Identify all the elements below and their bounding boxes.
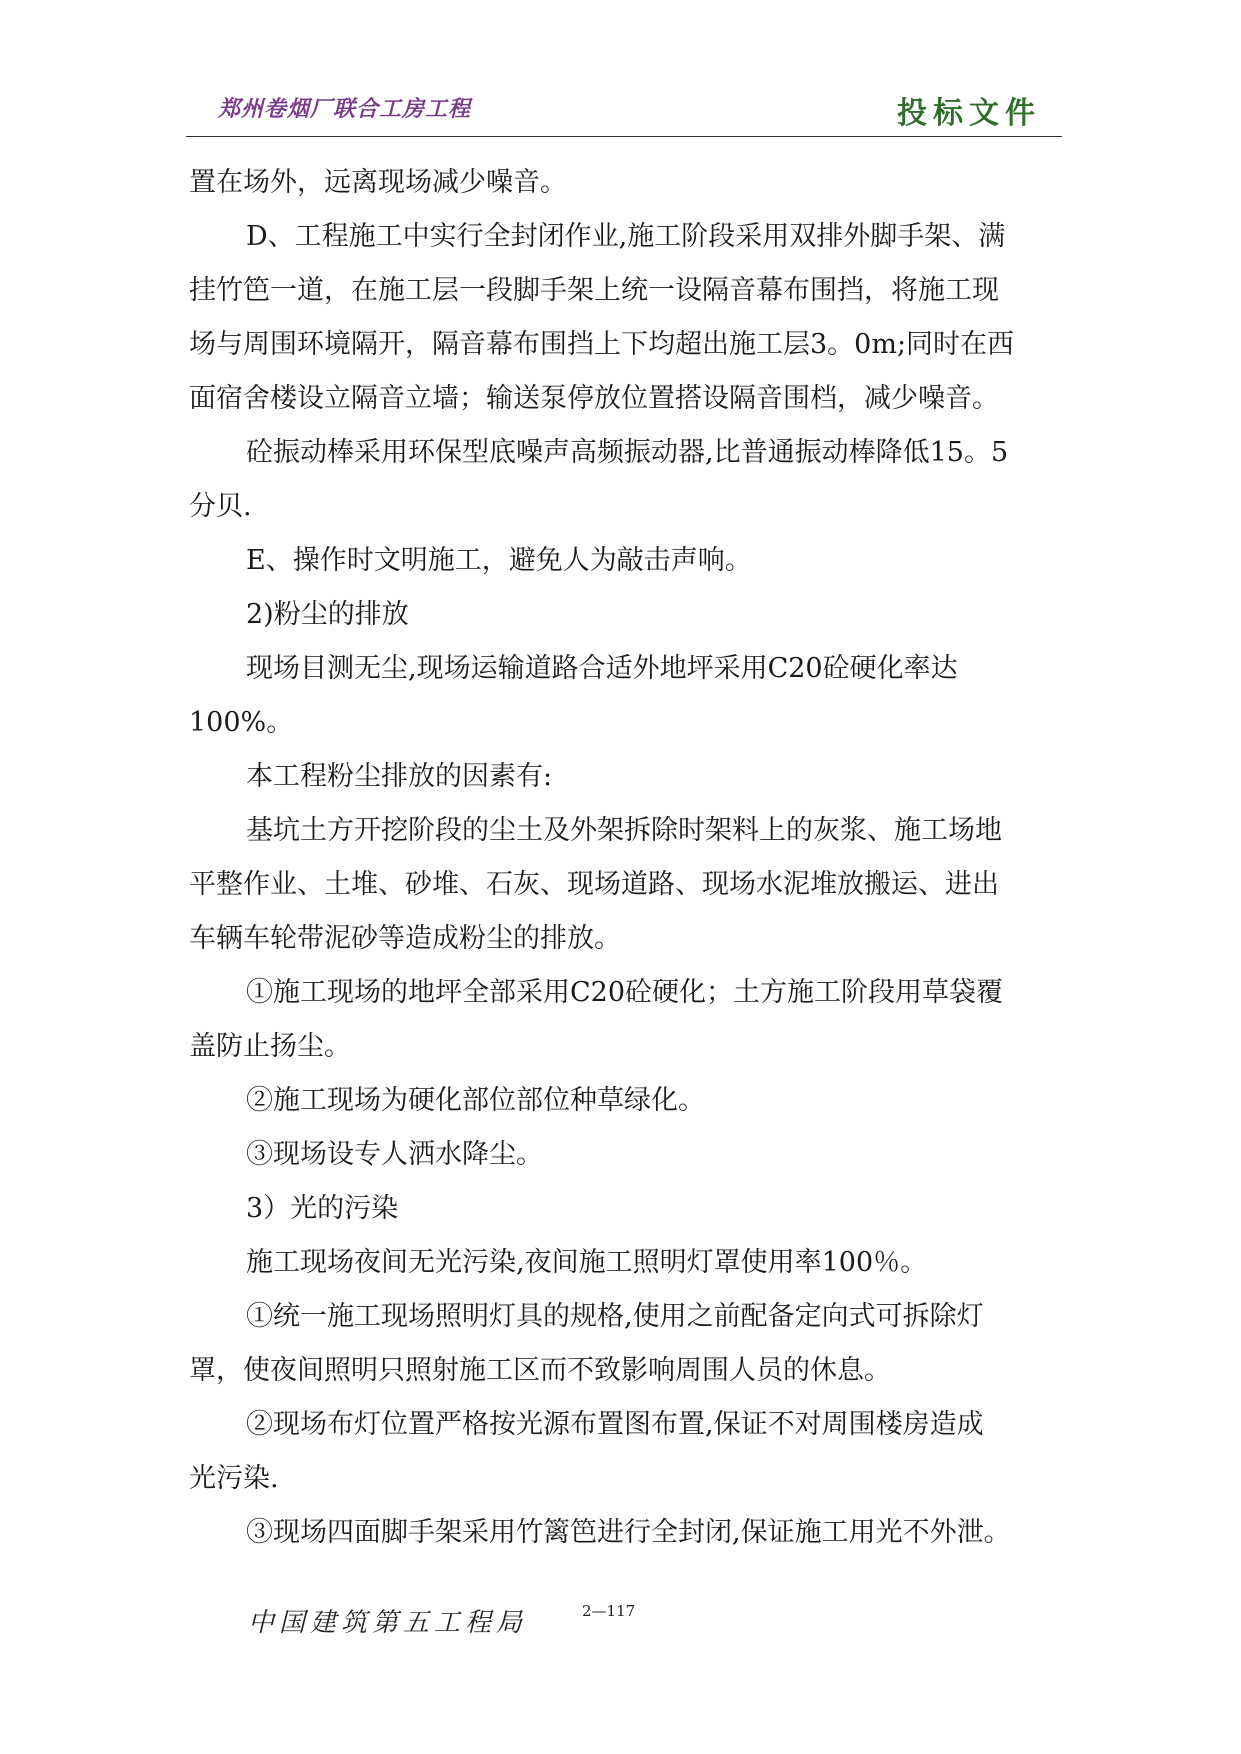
header-divider (186, 136, 1062, 137)
text-line: 现场目测无尘,现场运输道路合适外地坪采用C20砼硬化率达 (246, 653, 958, 684)
project-title: 郑州卷烟厂联合工房工程 (218, 96, 472, 122)
text-line: E、操作时文明施工，避免人为敲击声响。 (246, 545, 752, 576)
text-line: 3）光的污染 (246, 1193, 399, 1224)
text-line: ③现场四面脚手架采用竹篱笆进行全封闭,保证施工用光不外泄。 (246, 1517, 1011, 1548)
text-line: 置在场外，远离现场减少噪音。 (189, 167, 567, 198)
text-line: ③现场设专人洒水降尘。 (246, 1139, 543, 1170)
document-type-title: 投标文件 (897, 96, 1041, 131)
text-line: 平整作业、土堆、砂堆、石灰、现场道路、现场水泥堆放搬运、进出 (189, 869, 999, 900)
text-line: 分贝. (189, 491, 252, 522)
text-line: 本工程粉尘排放的因素有: (246, 761, 553, 792)
text-line: 场与周围环境隔开，隔音幕布围挡上下均超出施工层3。0m;同时在西 (189, 329, 1015, 360)
text-line: 施工现场夜间无光污染,夜间施工照明灯罩使用率100％。 (246, 1247, 928, 1278)
text-line: 光污染. (189, 1463, 279, 1494)
text-line: 100%。 (189, 707, 294, 738)
text-line: ②施工现场为硬化部位部位种草绿化。 (246, 1085, 705, 1116)
text-line: 砼振动棒采用环保型底噪声高频振动器,比普通振动棒降低15。5 (246, 437, 1009, 468)
text-line: 罩，使夜间照明只照射施工区而不致影响周围人员的休息。 (189, 1355, 891, 1386)
text-line: 2)粉尘的排放 (246, 599, 409, 630)
page-number: 2—117 (582, 1602, 636, 1620)
text-line: ②现场布灯位置严格按光源布置图布置,保证不对周围楼房造成 (246, 1409, 984, 1440)
text-line: 车辆车轮带泥砂等造成粉尘的排放。 (189, 923, 621, 954)
text-line: 基坑土方开挖阶段的尘土及外架拆除时架料上的灰浆、施工场地 (246, 815, 1002, 846)
text-line: 盖防止扬尘。 (189, 1031, 351, 1062)
text-line: 挂竹笆一道，在施工层一段脚手架上统一设隔音幕布围挡，将施工现 (189, 275, 999, 306)
document-body (189, 156, 1069, 1560)
footer-company: 中国建筑第五工程局 (248, 1608, 528, 1638)
text-line: D、工程施工中实行全封闭作业,施工阶段采用双排外脚手架、满 (246, 221, 1006, 252)
text-line: ①施工现场的地坪全部采用C20砼硬化；土方施工阶段用草袋覆 (246, 977, 1004, 1008)
text-line: 面宿舍楼设立隔音立墙；输送泵停放位置搭设隔音围档，减少噪音。 (189, 383, 999, 414)
text-line: ①统一施工现场照明灯具的规格,使用之前配备定向式可拆除灯 (246, 1301, 984, 1332)
